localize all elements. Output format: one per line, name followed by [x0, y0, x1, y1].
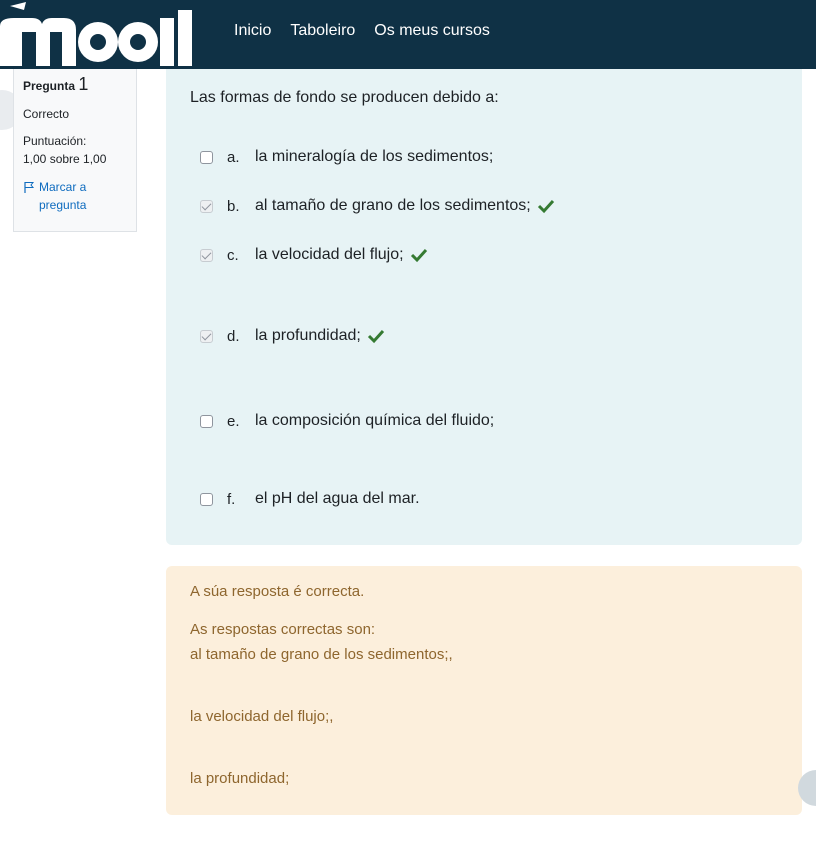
answer-letter: a.: [227, 148, 240, 166]
answer-text: la composición química del fluido;: [255, 412, 495, 429]
answer-option[interactable]: [200, 324, 385, 348]
feedback-panel: [166, 566, 802, 815]
answer-checkbox[interactable]: [200, 330, 213, 343]
answer-option[interactable]: [200, 194, 555, 218]
correct-check-icon: [367, 328, 385, 344]
answer-text: al tamaño de grano de los sedimentos;: [255, 197, 531, 214]
answer-checkbox[interactable]: [200, 151, 213, 164]
question-text: Las formas de fondo se producen debido a:: [190, 89, 499, 106]
top-navbar: [0, 0, 816, 69]
correct-answer-1: al tamaño de grano de los sedimentos;,: [190, 646, 453, 663]
answer-letter: f.: [227, 490, 236, 508]
question-number: Pregunta 1: [23, 74, 89, 94]
question-grade: Puntuación: 1,00 sobre 1,00: [23, 134, 107, 166]
answer-text: el pH del agua del mar.: [255, 490, 420, 507]
question-info-panel: [13, 69, 137, 232]
primary-navigation: [234, 22, 490, 46]
answer-checkbox[interactable]: [200, 249, 213, 262]
answer-option[interactable]: [200, 487, 420, 511]
moodle-logo[interactable]: [0, 2, 200, 68]
answer-text: la velocidad del flujo;: [255, 246, 404, 263]
answer-text: la profundidad;: [255, 327, 361, 344]
flag-question-link[interactable]: Marcar a pregunta: [23, 178, 127, 214]
answer-text: la mineralogía de los sedimentos;: [255, 148, 494, 165]
correct-check-icon: [537, 198, 555, 214]
question-formulation: [166, 69, 802, 545]
answer-letter: c.: [227, 246, 239, 264]
nav-link-taboleiro[interactable]: Taboleiro: [290, 22, 356, 39]
nav-link-os-meus-cursos[interactable]: Os meus cursos: [374, 22, 490, 39]
answer-checkbox[interactable]: [200, 493, 213, 506]
correct-answer-2: la velocidad del flujo;,: [190, 708, 334, 725]
feedback-result: A súa resposta é correcta.: [190, 583, 365, 600]
correct-answers-heading: As respostas correctas son:: [190, 621, 376, 638]
answer-option[interactable]: [200, 409, 494, 433]
nav-link-inicio[interactable]: Inicio: [234, 22, 272, 39]
answer-letter: e.: [227, 412, 240, 430]
correct-check-icon: [410, 247, 428, 263]
answer-option[interactable]: [200, 145, 493, 169]
question-state: Correcto: [23, 107, 70, 121]
correct-answer-3: la profundidad;: [190, 770, 290, 787]
answer-letter: d.: [227, 327, 240, 345]
flag-icon: [23, 181, 35, 193]
answer-checkbox[interactable]: [200, 200, 213, 213]
answer-checkbox[interactable]: [200, 415, 213, 428]
answer-letter: b.: [227, 197, 240, 215]
answer-option[interactable]: [200, 243, 428, 267]
